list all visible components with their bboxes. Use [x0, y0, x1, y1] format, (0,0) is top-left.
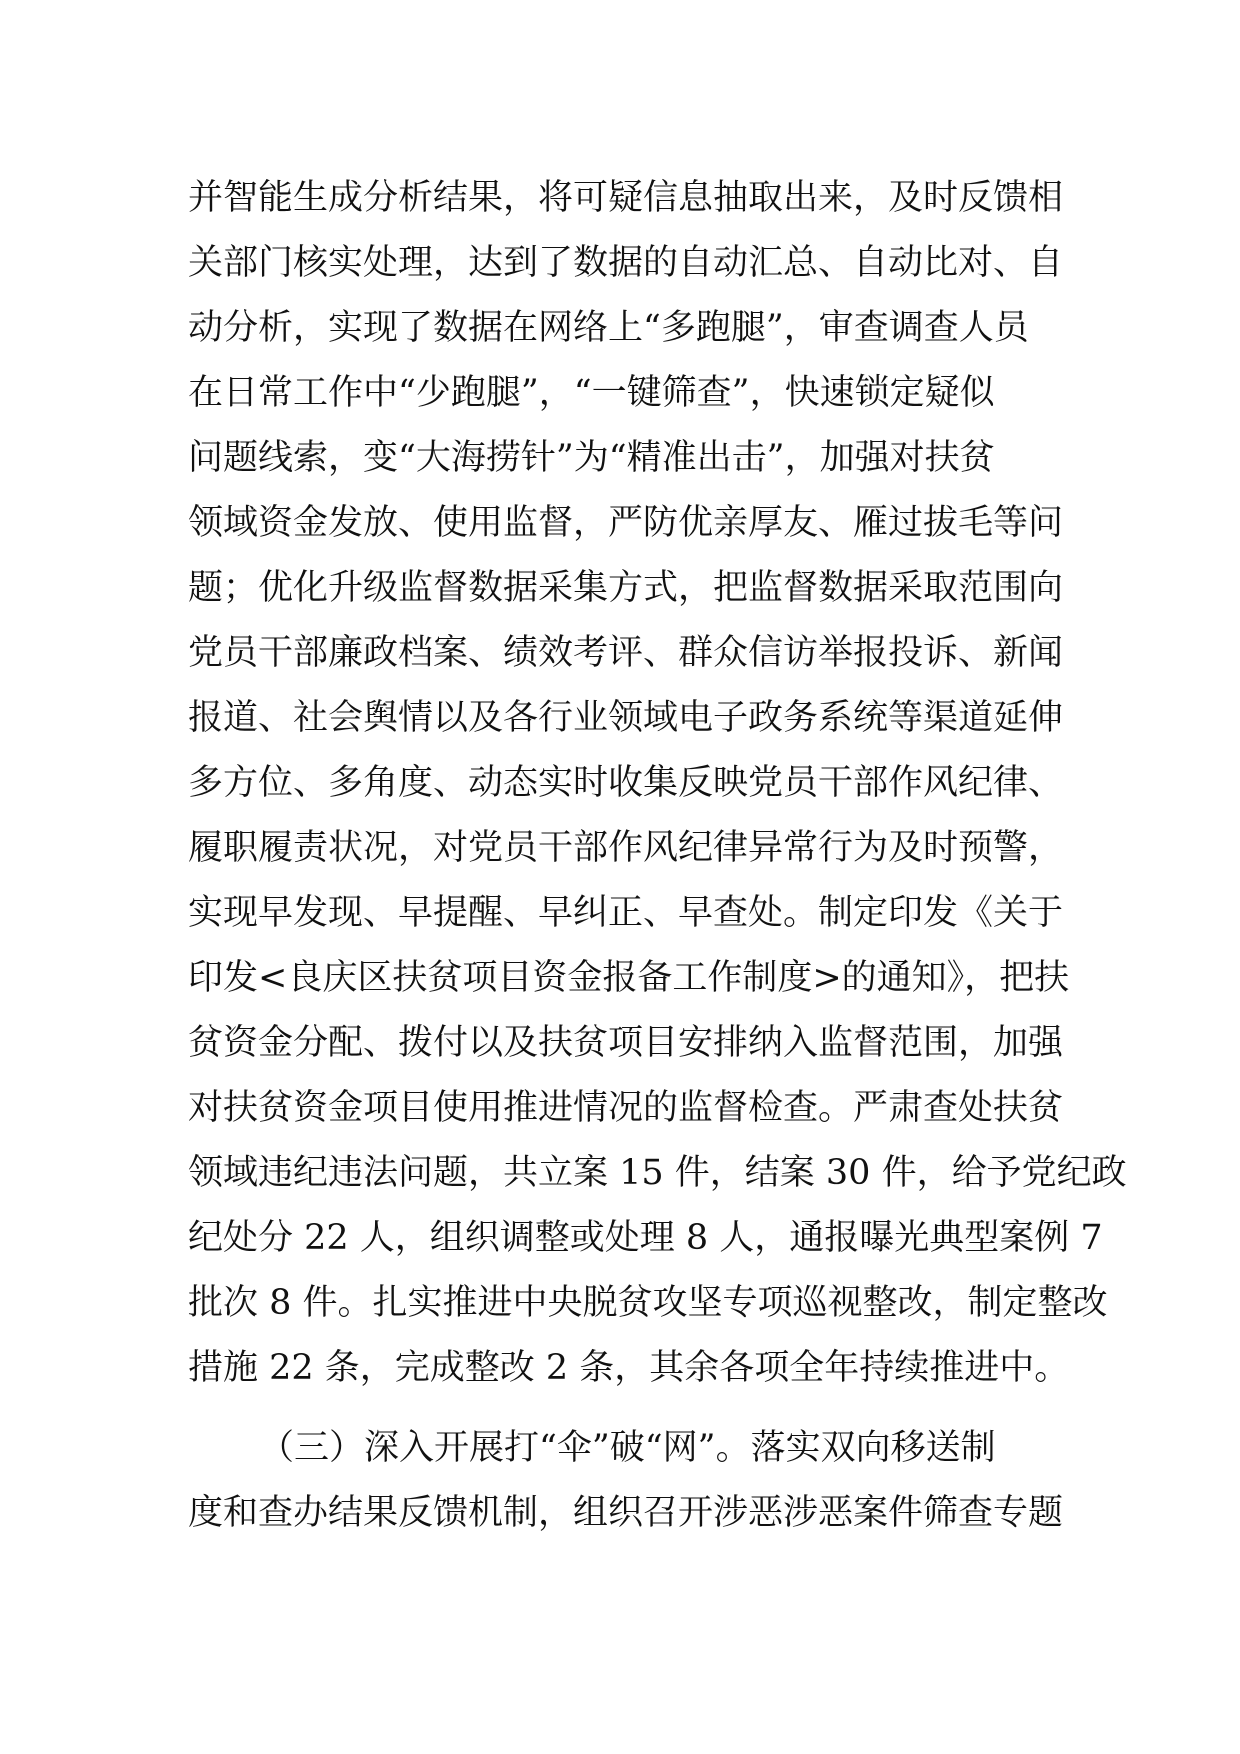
section-heading-line: （三）深入开展打“伞”破“网”。落实双向移送制	[259, 1428, 996, 1468]
text-line: 并智能生成分析结果，将可疑信息抽取出来，及时反馈相	[188, 178, 1064, 218]
text-line: 报道、社会舆情以及各行业领域电子政务系统等渠道延伸	[188, 698, 1064, 738]
text-line: 对扶贫资金项目使用推进情况的监督检查。严肃查处扶贫	[188, 1088, 1064, 1128]
paragraph-continued	[188, 166, 1127, 1401]
text-line: 领域违纪违法问题，共立案 15 件，结案 30 件，给予党纪政	[188, 1153, 1127, 1193]
text-line: 党员干部廉政档案、绩效考评、群众信访举报投诉、新闻	[188, 633, 1064, 673]
text-line: 动分析，实现了数据在网络上“多跑腿”，审查调查人员	[188, 308, 1029, 348]
paragraph-section-three	[188, 1416, 1068, 1546]
text-line: 多方位、多角度、动态实时收集反映党员干部作风纪律、	[188, 763, 1064, 803]
text-line: 领域资金发放、使用监督，严防优亲厚友、雁过拔毛等问	[188, 503, 1064, 543]
text-line: 贫资金分配、拨付以及扶贫项目安排纳入监督范围，加强	[188, 1023, 1064, 1063]
text-line: 措施 22 条，完成整改 2 条，其余各项全年持续推进中。	[188, 1348, 1070, 1388]
text-line: 批次 8 件。扎实推进中央脱贫攻坚专项巡视整改，制定整改	[188, 1283, 1108, 1323]
text-line: 印发<良庆区扶贫项目资金报备工作制度>的通知》，把扶	[188, 958, 1070, 998]
text-line: 题；优化升级监督数据采集方式，把监督数据采取范围向	[188, 568, 1064, 608]
text-line: 实现早发现、早提醒、早纠正、早查处。制定印发《关于	[188, 893, 1064, 933]
text-line: 问题线索，变“大海捞针”为“精准出击”，加强对扶贫	[188, 438, 995, 478]
text-line: 在日常工作中“少跑腿”，“一键筛查”，快速锁定疑似	[188, 373, 995, 413]
text-line: 度和查办结果反馈机制，组织召开涉恶涉恶案件筛查专题	[188, 1493, 1064, 1533]
text-line: 履职履责状况，对党员干部作风纪律异常行为及时预警，	[188, 828, 1064, 868]
text-line: 关部门核实处理，达到了数据的自动汇总、自动比对、自	[188, 243, 1064, 283]
text-line: 纪处分 22 人，组织调整或处理 8 人，通报曝光典型案例 7	[188, 1218, 1103, 1258]
